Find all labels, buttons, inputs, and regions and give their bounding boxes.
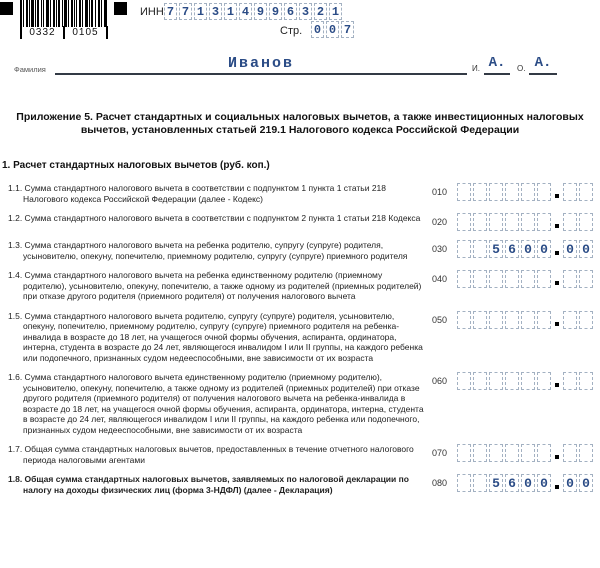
digit-cell[interactable] bbox=[505, 213, 519, 231]
digit-cell[interactable]: 9 bbox=[254, 3, 267, 20]
row-value bbox=[427, 183, 593, 201]
row-label: 1.3. Сумма стандартного налогового вычета на ребенка родителю, супругу (супруге) родителя, усыновителю, опекуну, попечителю, приемному родителю, супругу (супруге) приемного родителя bbox=[8, 240, 408, 261]
digit-cell[interactable] bbox=[563, 183, 577, 201]
form-row-060 bbox=[8, 372, 593, 435]
rubles-field-020[interactable] bbox=[457, 213, 551, 231]
first-initial-field[interactable]: А. bbox=[484, 55, 510, 75]
digit-cell[interactable] bbox=[505, 372, 519, 390]
digit-cell[interactable]: 7 bbox=[164, 3, 177, 20]
digit-cell[interactable]: 9 bbox=[269, 3, 282, 20]
digit-cell[interactable]: 5 bbox=[489, 474, 503, 492]
rubles-field-010[interactable] bbox=[457, 183, 551, 201]
form-row-010 bbox=[8, 183, 593, 204]
digit-cell[interactable]: 6 bbox=[505, 240, 519, 258]
digit-cell[interactable] bbox=[489, 213, 503, 231]
row-value bbox=[427, 240, 593, 258]
rubles-field-060[interactable] bbox=[457, 372, 551, 390]
digit-cell[interactable] bbox=[563, 213, 577, 231]
digit-cell[interactable]: 0 bbox=[537, 474, 551, 492]
barcode-number-left: 0332 bbox=[29, 27, 56, 38]
digit-cell[interactable]: 6 bbox=[505, 474, 519, 492]
barcode-bars-image bbox=[20, 0, 108, 27]
form-title: Приложение 5. Расчет стандартных и социальных налоговых вычетов, а также инвестиционных налоговых вычетов, установленных статьей 219.1 Налогового кодекса Российской Федерации bbox=[16, 111, 584, 136]
digit-cell[interactable]: 3 bbox=[209, 3, 222, 20]
row-number: 1.1. bbox=[8, 183, 23, 193]
row-number: 1.4. bbox=[8, 270, 23, 280]
digit-cell[interactable]: 0 bbox=[521, 474, 535, 492]
row-number: 1.6. bbox=[8, 372, 23, 382]
surname-label: Фамилия bbox=[14, 65, 46, 74]
form-row-030 bbox=[8, 240, 593, 261]
kopecks-field-050[interactable] bbox=[563, 311, 593, 329]
digit-cell[interactable] bbox=[505, 311, 519, 329]
digit-cell[interactable]: 4 bbox=[239, 3, 252, 20]
kopecks-field-040[interactable] bbox=[563, 270, 593, 288]
row-number: 1.5. bbox=[8, 310, 23, 321]
digit-cell[interactable] bbox=[563, 444, 577, 462]
barcode-number-right: 0105 bbox=[72, 27, 99, 38]
kopecks-field-080[interactable] bbox=[563, 474, 593, 492]
rubles-field-030[interactable] bbox=[457, 240, 551, 258]
digit-cell[interactable] bbox=[457, 444, 471, 462]
digit-cell[interactable] bbox=[563, 372, 577, 390]
row-number: 1.7. bbox=[8, 444, 23, 454]
digit-cell[interactable] bbox=[579, 444, 593, 462]
row-label: 1.7. Общая сумма стандартных налоговых вычетов, предоставленных в течение отчетного налогового периода налоговыми агентами bbox=[8, 444, 414, 465]
patronymic-initial-field[interactable]: А. bbox=[529, 55, 557, 75]
inn-label: ИНН bbox=[140, 6, 164, 18]
digit-cell[interactable] bbox=[579, 372, 593, 390]
digit-cell[interactable] bbox=[537, 270, 551, 288]
digit-cell[interactable] bbox=[457, 270, 471, 288]
rubles-field-040[interactable] bbox=[457, 270, 551, 288]
digit-cell[interactable]: 0 bbox=[521, 240, 535, 258]
row-number: 1.3. bbox=[8, 240, 23, 250]
digit-cell[interactable] bbox=[473, 213, 487, 231]
digit-cell[interactable] bbox=[521, 183, 535, 201]
digit-cell[interactable]: 7 bbox=[179, 3, 192, 20]
rubles-field-080[interactable] bbox=[457, 474, 551, 492]
form-row-070 bbox=[8, 444, 593, 465]
section1-heading: 1. Расчет стандартных налоговых вычетов (руб. коп.) bbox=[2, 160, 270, 171]
digit-cell[interactable]: 1 bbox=[329, 3, 342, 20]
digit-cell[interactable] bbox=[537, 213, 551, 231]
digit-cell[interactable] bbox=[563, 270, 577, 288]
digit-cell[interactable] bbox=[489, 270, 503, 288]
digit-cell[interactable] bbox=[457, 183, 471, 201]
digit-cell[interactable] bbox=[457, 240, 471, 258]
decimal-separator bbox=[555, 485, 559, 489]
rubles-field-050[interactable] bbox=[457, 311, 551, 329]
kopecks-field-060[interactable] bbox=[563, 372, 593, 390]
digit-cell[interactable] bbox=[457, 372, 471, 390]
form-row-040 bbox=[8, 270, 593, 302]
digit-cell[interactable] bbox=[579, 213, 593, 231]
line-code: 060 bbox=[431, 376, 447, 386]
row-label: 1.4. Сумма стандартного налогового вычета на ребенка единственному родителю (приемному родителю), усыновителю, опекуну, попечителю, а также одному из родителей (приемных родителей) при отказе другого родителя (приемного родителя) от получения налогового вычета bbox=[8, 270, 422, 301]
digit-cell[interactable] bbox=[537, 444, 551, 462]
digit-cell[interactable]: 5 bbox=[489, 240, 503, 258]
digit-cell[interactable] bbox=[457, 213, 471, 231]
row-label: 1.5. Сумма стандартного налогового вычета родителю, супругу (супруге) родителя, усыновителю, опекуну, попечителю, приемному родителю, супругу (супруге) приемного родителя на ребенка-инвалида в возрасте до 18 лет, на учащегося очной формы обучения, аспиранта, ординатора, интерна, студента в возрасте до 24 лет, являющегося инвалидом I или II группы, на каждого ребенка или подопечного, признанных судом недееспособными, вне зависимости от их возраста bbox=[8, 310, 423, 363]
line-code: 040 bbox=[431, 274, 447, 284]
row-value bbox=[427, 311, 593, 329]
digit-cell[interactable]: 6 bbox=[284, 3, 297, 20]
digit-cell[interactable]: 0 bbox=[311, 21, 324, 38]
kopecks-field-010[interactable] bbox=[563, 183, 593, 201]
digit-cell[interactable] bbox=[473, 240, 487, 258]
row-value bbox=[427, 444, 593, 462]
row-value bbox=[427, 372, 593, 390]
decimal-separator bbox=[555, 281, 559, 285]
digit-cell[interactable] bbox=[505, 444, 519, 462]
row-label: 1.2. Сумма стандартного налогового вычета в соответствии с подпунктом 2 пункта 1 статьи 218 Кодекса bbox=[8, 213, 421, 223]
digit-cell[interactable] bbox=[473, 372, 487, 390]
kopecks-field-020[interactable] bbox=[563, 213, 593, 231]
digit-cell[interactable] bbox=[489, 444, 503, 462]
registration-mark-right bbox=[114, 2, 127, 15]
page-number-field[interactable] bbox=[311, 21, 354, 38]
digit-cell[interactable] bbox=[521, 311, 535, 329]
digit-cell[interactable] bbox=[505, 183, 519, 201]
digit-cell[interactable] bbox=[473, 183, 487, 201]
form-row-050 bbox=[8, 311, 593, 364]
digit-cell[interactable]: 1 bbox=[224, 3, 237, 20]
digit-cell[interactable]: 0 bbox=[563, 240, 577, 258]
decimal-separator bbox=[555, 322, 559, 326]
digit-cell[interactable]: 0 bbox=[563, 474, 577, 492]
line-code: 070 bbox=[431, 448, 447, 458]
line-code: 050 bbox=[431, 314, 447, 325]
registration-mark-left bbox=[0, 2, 13, 15]
digit-cell[interactable] bbox=[505, 270, 519, 288]
digit-cell[interactable] bbox=[489, 311, 503, 329]
digit-cell[interactable] bbox=[473, 474, 487, 492]
line-code: 030 bbox=[431, 244, 447, 254]
first-initial-label: И. bbox=[472, 64, 480, 73]
row-number: 1.8. bbox=[8, 474, 23, 484]
line-code: 010 bbox=[431, 187, 447, 197]
digit-cell[interactable] bbox=[537, 372, 551, 390]
digit-cell[interactable] bbox=[473, 270, 487, 288]
digit-cell[interactable] bbox=[457, 474, 471, 492]
digit-cell[interactable] bbox=[473, 444, 487, 462]
digit-cell[interactable] bbox=[489, 183, 503, 201]
patronymic-initial-label: О. bbox=[517, 64, 526, 73]
digit-cell[interactable] bbox=[489, 372, 503, 390]
digit-cell[interactable]: 0 bbox=[579, 240, 593, 258]
digit-cell[interactable] bbox=[579, 183, 593, 201]
surname-field[interactable]: Иванов bbox=[55, 55, 467, 75]
digit-cell[interactable]: 2 bbox=[314, 3, 327, 20]
inn-field[interactable] bbox=[164, 3, 342, 20]
digit-cell[interactable]: 3 bbox=[299, 3, 312, 20]
kopecks-field-070[interactable] bbox=[563, 444, 593, 462]
decimal-separator bbox=[555, 383, 559, 387]
rows bbox=[8, 183, 593, 504]
digit-cell[interactable] bbox=[579, 270, 593, 288]
form-barcode bbox=[20, 0, 108, 39]
row-label: 1.1. Сумма стандартного налогового вычета в соответствии с подпунктом 1 пункта 1 статьи 218 Налогового кодекса Российской Федерации (далее - Кодекс) bbox=[8, 183, 387, 204]
digit-cell[interactable] bbox=[537, 311, 551, 329]
digit-cell[interactable] bbox=[473, 311, 487, 329]
digit-cell[interactable]: 0 bbox=[579, 474, 593, 492]
page-number-label: Стр. bbox=[280, 25, 303, 37]
digit-cell[interactable]: 0 bbox=[326, 21, 339, 38]
row-value bbox=[427, 213, 593, 231]
decimal-separator bbox=[555, 224, 559, 228]
digit-cell[interactable]: 1 bbox=[194, 3, 207, 20]
digit-cell[interactable] bbox=[537, 183, 551, 201]
digit-cell[interactable] bbox=[579, 311, 593, 329]
digit-cell[interactable]: 7 bbox=[341, 21, 354, 38]
digit-cell[interactable] bbox=[521, 444, 535, 462]
kopecks-field-030[interactable] bbox=[563, 240, 593, 258]
line-code: 080 bbox=[431, 478, 447, 488]
digit-cell[interactable] bbox=[457, 311, 471, 329]
decimal-separator bbox=[555, 455, 559, 459]
decimal-separator bbox=[555, 194, 559, 198]
row-label: 1.6. Сумма стандартного налогового вычета единственному родителю (приемному родителю), усыновителю, опекуну, попечителю, а также одному из родителей (приемных родителей) при отказе другого родителя (приемного родителя) от получения налогового вычета на ребенка-инвалида в возрасте до 18 лет, на учащегося очной формы обучения, аспиранта, ординатора, интерна, студента в возрасте до 24 лет, являющегося инвалидом I или II группы, на каждого ребенка или подопечного, признанных судом недееспособными, вне зависимости от их возраста bbox=[8, 372, 424, 435]
digit-cell[interactable] bbox=[521, 270, 535, 288]
digit-cell[interactable] bbox=[563, 311, 577, 329]
row-number: 1.2. bbox=[8, 213, 23, 223]
digit-cell[interactable] bbox=[521, 213, 535, 231]
digit-cell[interactable]: 0 bbox=[537, 240, 551, 258]
line-code: 020 bbox=[431, 217, 447, 227]
decimal-separator bbox=[555, 251, 559, 255]
rubles-field-070[interactable] bbox=[457, 444, 551, 462]
row-value bbox=[427, 270, 593, 288]
row-value bbox=[427, 474, 593, 492]
form-row-020 bbox=[8, 213, 593, 231]
barcode-guard-bar bbox=[106, 26, 108, 39]
digit-cell[interactable] bbox=[521, 372, 535, 390]
row-label: 1.8. Общая сумма стандартных налоговых вычетов, заявляемых по налоговой декларации по налогу на доходы физических лиц (форма 3-НДФЛ) (далее - Декларация) bbox=[8, 474, 409, 495]
form-row-080 bbox=[8, 474, 593, 495]
